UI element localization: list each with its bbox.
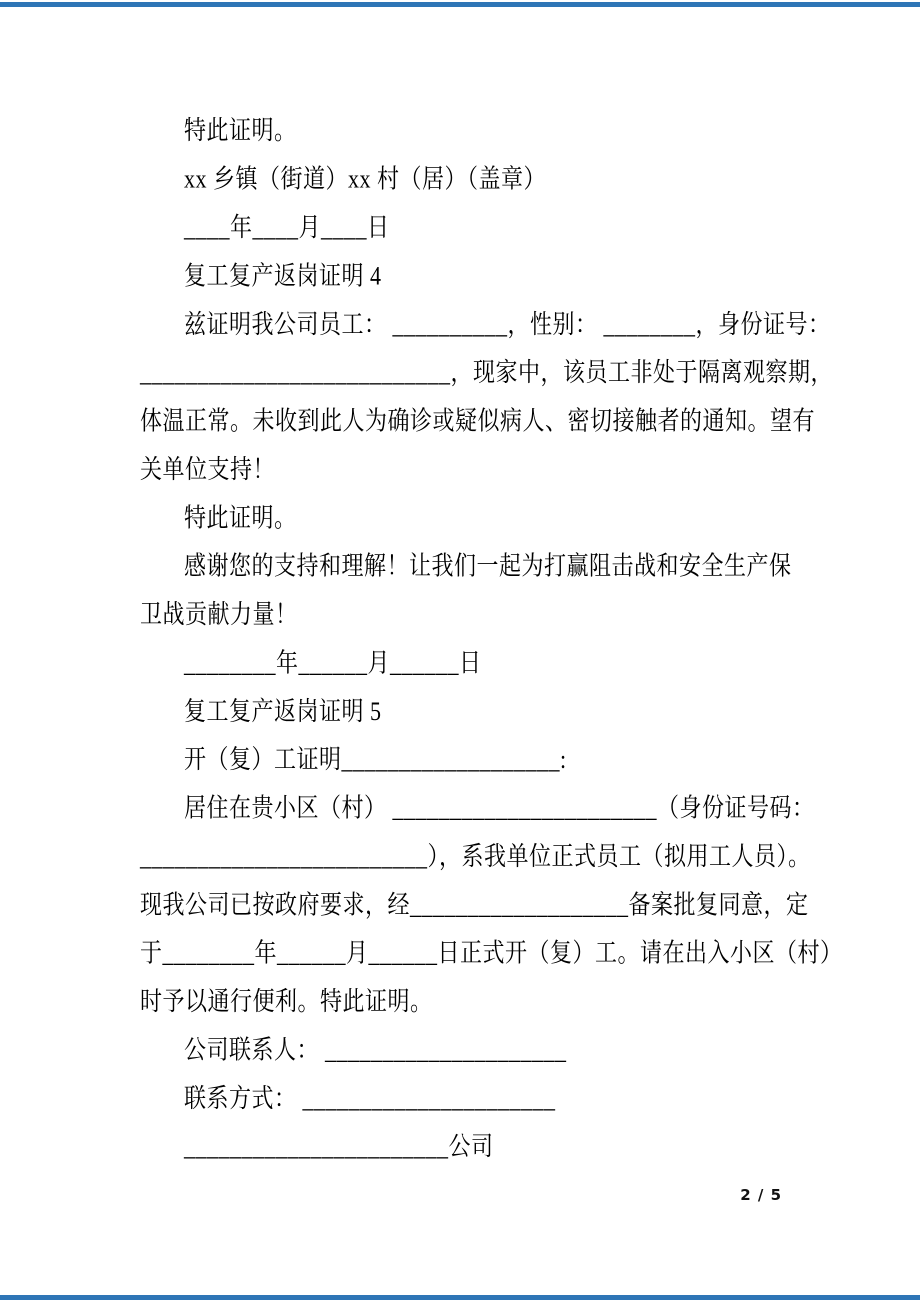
document-body <box>140 0 843 1171</box>
doc-line: 于________年______月______日正式开（复）工。请在出入小区（村） <box>140 938 843 968</box>
doc-line: ________年______月______日 <box>184 647 482 678</box>
doc-line: _______________________公司 <box>184 1131 494 1162</box>
doc-line: 关单位支持！ <box>140 454 276 484</box>
doc-line: ___________________________，现家中，该员工非处于隔离观察期， <box>140 357 834 388</box>
page-number-indicator: 2 / 5 <box>740 1186 782 1204</box>
doc-line: 公司联系人： _____________________ <box>184 1034 567 1065</box>
bottom-border-line <box>0 1295 920 1300</box>
doc-line: 卫战贡献力量！ <box>140 599 298 629</box>
doc-line: 体温正常。未收到此人为确诊或疑似病人、密切接触者的通知。望有 <box>140 405 816 436</box>
doc-line-section-heading: 复工复产返岗证明 4 <box>184 260 382 291</box>
doc-line: 兹证明我公司员工： __________，性别： ________，身份证号： <box>184 309 831 339</box>
doc-line: ____年____月____日 <box>184 212 390 242</box>
doc-line: 特此证明。 <box>184 115 297 146</box>
doc-line: 特此证明。 <box>184 502 297 533</box>
doc-line: 感谢您的支持和理解！让我们一起为打赢阻击战和安全生产保 <box>184 551 792 581</box>
doc-line: 时予以通行便利。特此证明。 <box>140 986 433 1016</box>
doc-line: 居住在贵小区（村） _______________________（身份证号码： <box>184 792 815 823</box>
doc-line-section-heading: 复工复产返岗证明 5 <box>184 696 382 726</box>
doc-line: 联系方式： ______________________ <box>184 1083 556 1113</box>
doc-line: xx 乡镇（街道）xx 村（居）（盖章） <box>184 164 547 194</box>
doc-line: _________________________），系我单位正式员工（拟用工人员）。 <box>140 841 811 871</box>
doc-line: 现我公司已按政府要求，经___________________备案批复同意，定 <box>140 889 809 920</box>
doc-line: 开（复）工证明___________________: <box>184 744 567 775</box>
